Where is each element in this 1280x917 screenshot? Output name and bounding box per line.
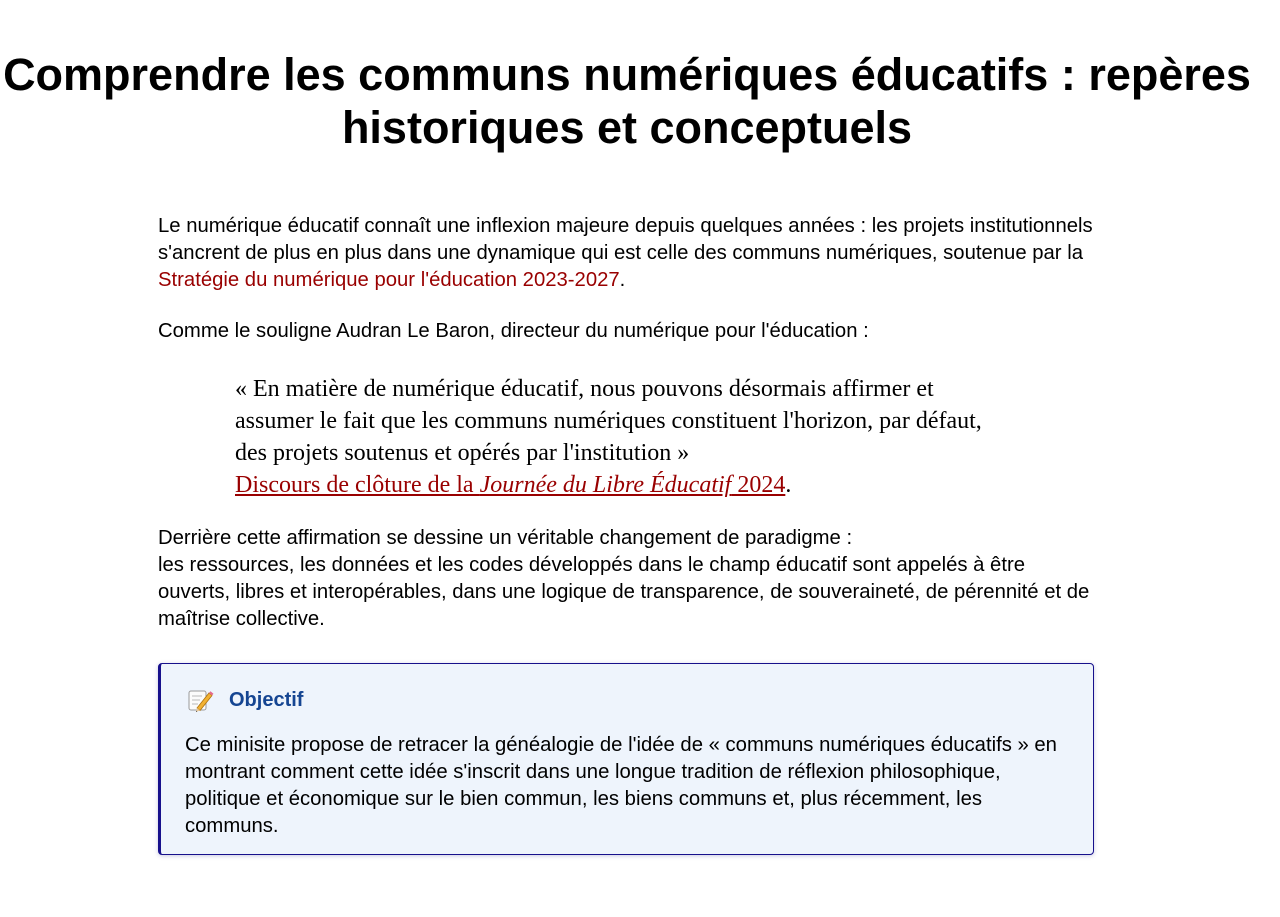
paradigm-paragraph (158, 525, 1098, 633)
objective-callout (158, 663, 1094, 855)
callout-title: Objectif (229, 688, 304, 711)
intro-text: Le numérique éducatif connaît une inflexion majeure depuis quelques années : les projets institutionnels s'ancrent de plus en plus dans une dynamique qui est celle des communs numériques, soutenue par la (158, 215, 1093, 264)
quote-source-year: 2024 (731, 472, 786, 498)
quote-source-end: . (785, 472, 792, 498)
quote-source-prefix: Discours de clôture de la (235, 472, 480, 498)
quote-source-title: Journée du Libre Éducatif (479, 472, 732, 498)
callout-text: Ce minisite propose de retracer la généalogie de l'idée de « communs numériques éducatifs » en montrant comment cette idée s'inscrit dans une longue tradition de réflexion philosophique, politique et économique sur le bien commun, les biens communs et, plus récemment, les communs. (185, 734, 1057, 837)
memo-pencil-icon (185, 687, 215, 713)
paradigm-line-1: Derrière cette affirmation se dessine un véritable changement de paradigme : (158, 527, 853, 549)
page-title: Comprendre les communs numériques éducatifs : repères historiques et conceptuels (3, 49, 1251, 153)
quote-text: « En matière de numérique éducatif, nous pouvons désormais affirmer et assumer le fait que les communs numériques constituent l'horizon, par défaut, des projets soutenus et opérés par l'institution » (235, 376, 982, 466)
callout-header (185, 686, 1069, 714)
quote-source-link[interactable] (235, 472, 785, 498)
main-content (158, 213, 1098, 633)
strategy-link[interactable]: Stratégie du numérique pour l'éducation 2023-2027 (158, 269, 620, 291)
paradigm-line-2: les ressources, les données et les codes développés dans le champ éducatif sont appelés à être ouverts, libres et interopérables, dans une logique de transparence, de souveraineté, de pérennité et de maîtrise collective. (158, 554, 1090, 630)
lead-in-paragraph: Comme le souligne Audran Le Baron, directeur du numérique pour l'éducation : (158, 320, 869, 342)
quote-block (235, 373, 1005, 501)
intro-period: . (619, 269, 626, 291)
intro-paragraph (158, 213, 1098, 294)
